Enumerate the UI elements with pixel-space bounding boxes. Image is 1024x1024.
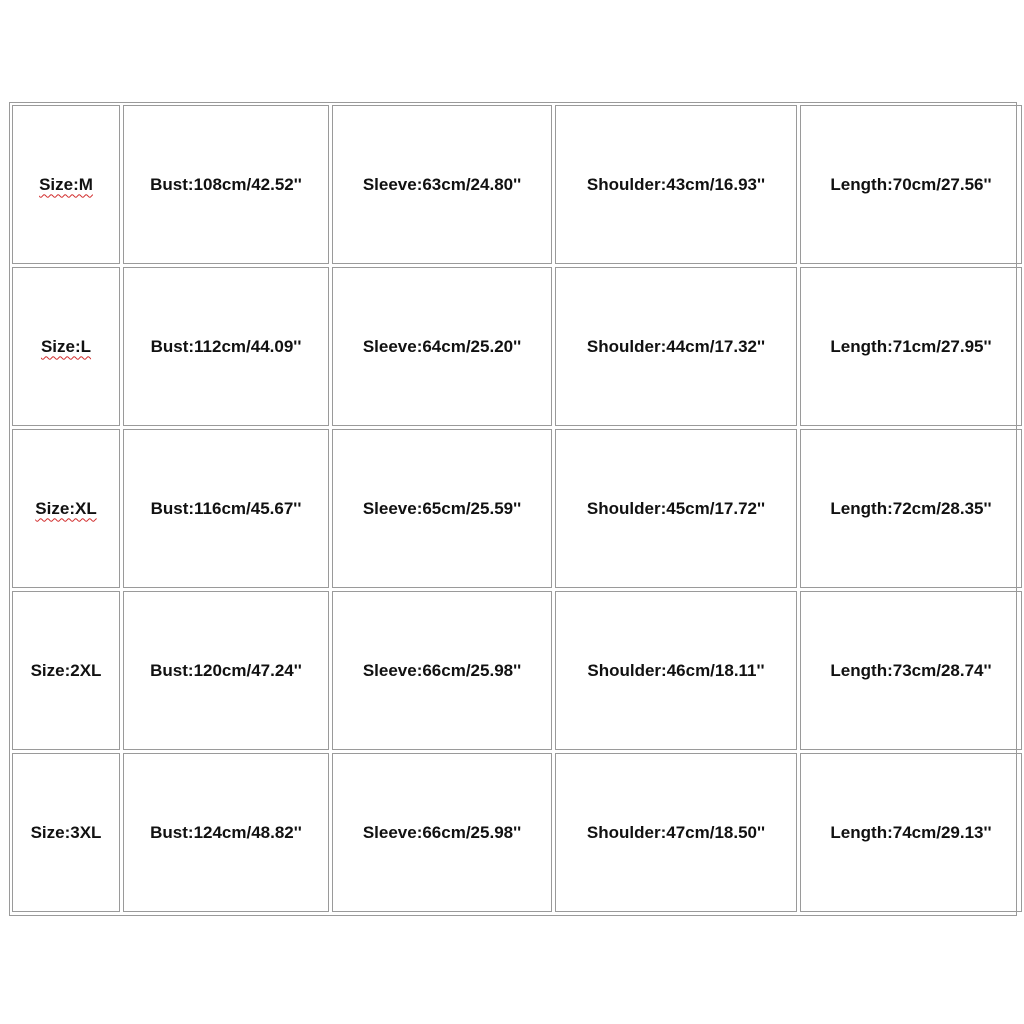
shoulder-cell: Shoulder:43cm/16.93'' bbox=[555, 105, 797, 264]
length-cell: Length:72cm/28.35'' bbox=[800, 429, 1022, 588]
sleeve-cell: Sleeve:64cm/25.20'' bbox=[332, 267, 552, 426]
bust-cell: Bust:112cm/44.09'' bbox=[123, 267, 329, 426]
bust-cell: Bust:120cm/47.24'' bbox=[123, 591, 329, 750]
shoulder-cell: Shoulder:44cm/17.32'' bbox=[555, 267, 797, 426]
size-cell bbox=[12, 591, 120, 750]
length-cell: Length:71cm/27.95'' bbox=[800, 267, 1022, 426]
length-cell: Length:74cm/29.13'' bbox=[800, 753, 1022, 912]
shoulder-cell: Shoulder:47cm/18.50'' bbox=[555, 753, 797, 912]
sleeve-cell: Sleeve:65cm/25.59'' bbox=[332, 429, 552, 588]
shoulder-cell: Shoulder:45cm/17.72'' bbox=[555, 429, 797, 588]
size-cell bbox=[12, 429, 120, 588]
size-cell bbox=[12, 753, 120, 912]
size-cell bbox=[12, 105, 120, 264]
sleeve-cell: Sleeve:66cm/25.98'' bbox=[332, 591, 552, 750]
size-chart-table bbox=[9, 102, 1017, 916]
bust-cell: Bust:108cm/42.52'' bbox=[123, 105, 329, 264]
size-label: Size:L bbox=[40, 336, 92, 356]
size-label: Size:3XL bbox=[30, 822, 102, 842]
sleeve-cell: Sleeve:63cm/24.80'' bbox=[332, 105, 552, 264]
length-cell: Length:73cm/28.74'' bbox=[800, 591, 1022, 750]
size-label: Size:XL bbox=[35, 498, 97, 518]
bust-cell: Bust:116cm/45.67'' bbox=[123, 429, 329, 588]
sleeve-cell: Sleeve:66cm/25.98'' bbox=[332, 753, 552, 912]
bust-cell: Bust:124cm/48.82'' bbox=[123, 753, 329, 912]
size-label: Size:M bbox=[39, 174, 93, 194]
length-cell: Length:70cm/27.56'' bbox=[800, 105, 1022, 264]
size-cell bbox=[12, 267, 120, 426]
size-label: Size:2XL bbox=[30, 660, 102, 680]
shoulder-cell: Shoulder:46cm/18.11'' bbox=[555, 591, 797, 750]
